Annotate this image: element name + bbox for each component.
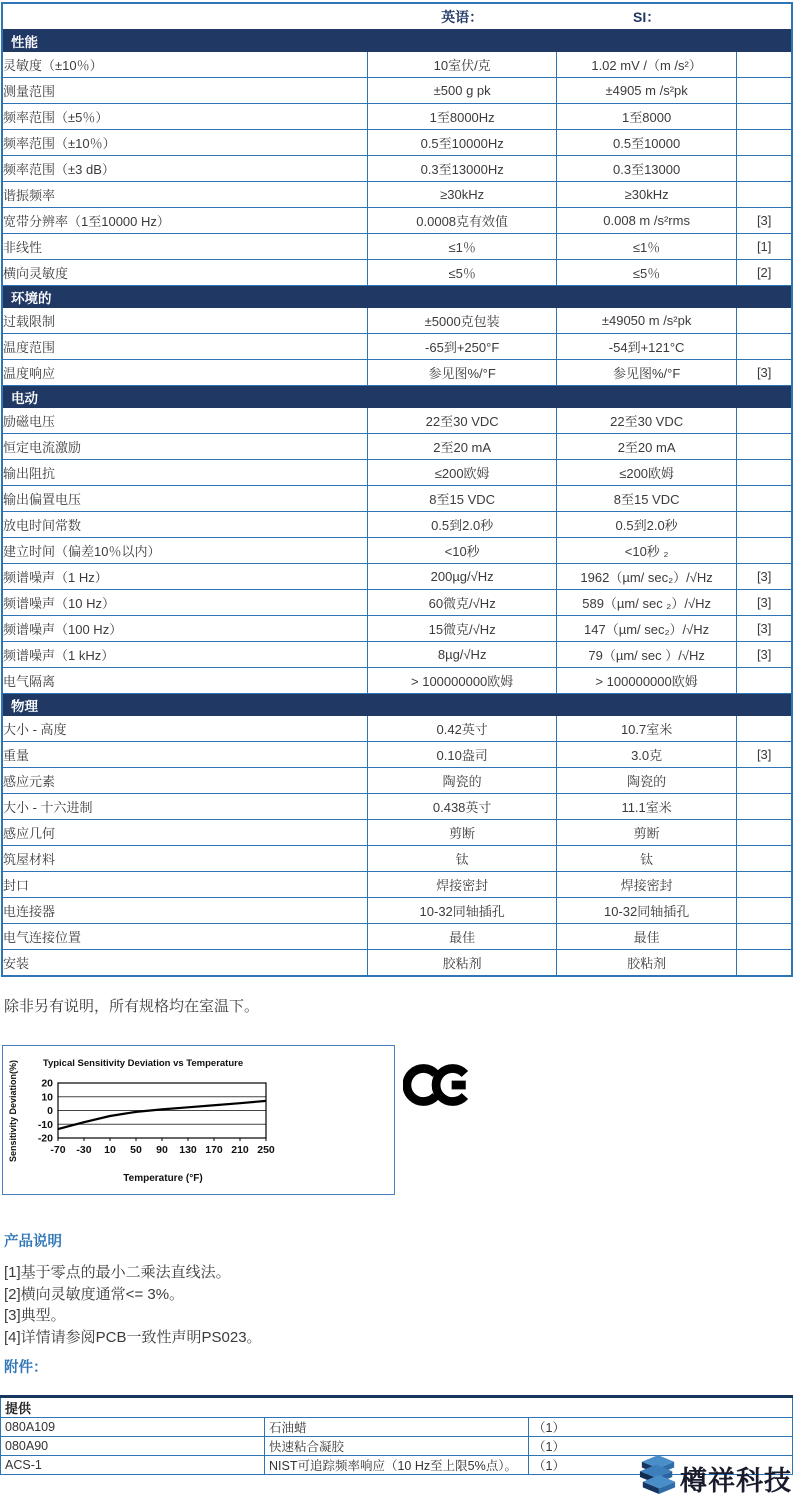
spec-footnote-ref <box>737 794 792 820</box>
spec-row <box>2 872 792 898</box>
spec-value-si: ≤200欧姆 <box>556 460 736 486</box>
spec-row <box>2 616 792 642</box>
spec-footnote-ref <box>737 78 792 104</box>
spec-value-si: ≤1％ <box>556 234 736 260</box>
accessory-description: NIST可追踪频率响应（10 Hz至上限5%点）。 <box>265 1456 529 1475</box>
spec-value-si: 79（µm/ sec ）/√Hz <box>556 642 736 668</box>
spec-label: 宽带分辨率（1至10000 Hz） <box>2 208 368 234</box>
spec-row <box>2 434 792 460</box>
spec-label: 横向灵敏度 <box>2 260 368 286</box>
spec-row <box>2 52 792 78</box>
header-english-column: 英语： <box>368 3 556 30</box>
spec-value-si: 钛 <box>556 846 736 872</box>
spec-value-si: <10秒 ₂ <box>556 538 736 564</box>
spec-value-english: 0.42英寸 <box>368 716 556 742</box>
spec-footnote-ref <box>737 156 792 182</box>
spec-label: 非线性 <box>2 234 368 260</box>
spec-row <box>2 360 792 386</box>
spec-footnote-ref: [3] <box>737 360 792 386</box>
spec-value-english: 陶瓷的 <box>368 768 556 794</box>
spec-row <box>2 590 792 616</box>
spec-footnote-ref <box>737 668 792 694</box>
spec-value-english: ≤1％ <box>368 234 556 260</box>
product-notes-list <box>4 1262 262 1348</box>
section-header: 环境的 <box>2 286 792 308</box>
chart-xtick: -70 <box>50 1144 66 1156</box>
chart-xtick: 210 <box>231 1144 249 1156</box>
sensitivity-chart <box>2 1045 395 1195</box>
spec-footnote-ref <box>737 308 792 334</box>
brand-logo-text: 樽祥科技 <box>680 1466 792 1496</box>
spec-value-si: ≤5％ <box>556 260 736 286</box>
spec-value-si: 22至30 VDC <box>556 408 736 434</box>
spec-value-si: 8至15 VDC <box>556 486 736 512</box>
spec-row <box>2 408 792 434</box>
spec-value-english: 剪断 <box>368 820 556 846</box>
spec-value-english: <10秒 <box>368 538 556 564</box>
spec-row <box>2 182 792 208</box>
spec-label: 感应元素 <box>2 768 368 794</box>
spec-footnote-ref <box>737 408 792 434</box>
spec-value-si: 最佳 <box>556 924 736 950</box>
spec-footnote-ref: [3] <box>737 564 792 590</box>
spec-value-si: 剪断 <box>556 820 736 846</box>
spec-footnote-ref <box>737 538 792 564</box>
spec-row <box>2 820 792 846</box>
chart-xtick: 10 <box>104 1144 116 1156</box>
spec-row <box>2 512 792 538</box>
spec-value-si: 11.1室米 <box>556 794 736 820</box>
spec-value-si: ±4905 m /s²pk <box>556 78 736 104</box>
spec-footnote-ref <box>737 820 792 846</box>
spec-value-si: 147（µm/ sec₂）/√Hz <box>556 616 736 642</box>
spec-value-english: ≥30kHz <box>368 182 556 208</box>
spec-label: 频谱噪声（1 kHz） <box>2 642 368 668</box>
chart-series-line <box>58 1101 266 1129</box>
ce-mark-icon <box>403 1061 475 1114</box>
section-header-row <box>2 30 792 52</box>
brand-logo-icon <box>639 1453 677 1504</box>
spec-row <box>2 130 792 156</box>
brand-logo <box>639 1453 792 1504</box>
spec-row <box>2 208 792 234</box>
spec-value-si: 3.0克 <box>556 742 736 768</box>
spec-value-si: 0.008 m /s²rms <box>556 208 736 234</box>
product-notes <box>4 1230 262 1348</box>
spec-footnote-ref: [1] <box>737 234 792 260</box>
chart-xtick: -30 <box>76 1144 92 1156</box>
chart-xtick: 50 <box>130 1144 142 1156</box>
spec-row <box>2 308 792 334</box>
accessory-part-number: ACS-1 <box>1 1456 265 1475</box>
spec-value-si: > 100000000欧姆 <box>556 668 736 694</box>
spec-footnote-ref <box>737 486 792 512</box>
chart-title: Typical Sensitivity Deviation vs Temperature <box>42 1058 244 1069</box>
spec-value-english: 0.438英寸 <box>368 794 556 820</box>
spec-label: 频率范围（±3 dB） <box>2 156 368 182</box>
spec-value-si: ±49050 m /s²pk <box>556 308 736 334</box>
spec-footnote-ref <box>737 898 792 924</box>
spec-value-english: 0.3至13000Hz <box>368 156 556 182</box>
spec-value-english: ≤5％ <box>368 260 556 286</box>
spec-value-si: 胶粘剂 <box>556 950 736 977</box>
spec-value-si: 1962（µm/ sec₂）/√Hz <box>556 564 736 590</box>
spec-row <box>2 156 792 182</box>
spec-footnote-ref <box>737 104 792 130</box>
spec-value-english: 10-32同轴插孔 <box>368 898 556 924</box>
spec-value-si: 参见图%/°F <box>556 360 736 386</box>
spec-row <box>2 898 792 924</box>
spec-row <box>2 924 792 950</box>
spec-label: 电气隔离 <box>2 668 368 694</box>
section-header-row <box>2 286 792 308</box>
spec-label: 安装 <box>2 950 368 977</box>
product-note-item: [4]详情请参阅PCB一致性声明PS023。 <box>4 1328 262 1346</box>
spec-footnote-ref <box>737 872 792 898</box>
spec-value-english: ≤200欧姆 <box>368 460 556 486</box>
chart-xtick: 250 <box>257 1144 275 1156</box>
spec-value-si: -54到+121°C <box>556 334 736 360</box>
spec-label: 放电时间常数 <box>2 512 368 538</box>
spec-value-english: ±5000克包装 <box>368 308 556 334</box>
chart-ytick: 20 <box>41 1077 53 1090</box>
spec-row <box>2 460 792 486</box>
spec-value-si: 陶瓷的 <box>556 768 736 794</box>
spec-row <box>2 486 792 512</box>
spec-label: 电气连接位置 <box>2 924 368 950</box>
spec-footnote-ref <box>737 52 792 78</box>
spec-footnote-ref <box>737 846 792 872</box>
spec-value-english: 22至30 VDC <box>368 408 556 434</box>
product-notes-title: 产品说明 <box>4 1234 62 1250</box>
spec-footnote-ref: [3] <box>737 616 792 642</box>
spec-footnote-ref: [3] <box>737 590 792 616</box>
section-header-row <box>2 694 792 716</box>
accessory-description: 快速粘合凝胶 <box>265 1437 529 1456</box>
header-note-column <box>737 3 792 30</box>
accessory-quantity: （1） <box>529 1456 793 1475</box>
section-header: 电动 <box>2 386 792 408</box>
spec-footnote-ref <box>737 460 792 486</box>
spec-value-si: ≥30kHz <box>556 182 736 208</box>
chart-ytick: 0 <box>47 1105 53 1117</box>
spec-row <box>2 768 792 794</box>
spec-label: 感应几何 <box>2 820 368 846</box>
spec-value-english: 0.0008克有效值 <box>368 208 556 234</box>
spec-label: 励磁电压 <box>2 408 368 434</box>
spec-row <box>2 78 792 104</box>
spec-value-english: 0.5至10000Hz <box>368 130 556 156</box>
spec-value-si: 0.5到2.0秒 <box>556 512 736 538</box>
spec-value-english: 胶粘剂 <box>368 950 556 977</box>
spec-row <box>2 846 792 872</box>
spec-table <box>1 2 793 977</box>
spec-footnote-ref <box>737 182 792 208</box>
spec-footnote-ref <box>737 512 792 538</box>
header-si-column: SI： <box>556 3 736 30</box>
spec-row <box>2 104 792 130</box>
spec-value-si: 1.02 mV /（m /s²） <box>556 52 736 78</box>
product-note-item: [2]横向灵敏度通常<= 3%。 <box>4 1285 185 1303</box>
spec-label: 温度响应 <box>2 360 368 386</box>
chart-xlabel: Temperature (°F) <box>123 1173 203 1184</box>
accessory-quantity: （1） <box>529 1418 793 1437</box>
spec-value-english: 1至8000Hz <box>368 104 556 130</box>
spec-label: 频谱噪声（1 Hz） <box>2 564 368 590</box>
spec-value-english: 15微克/√Hz <box>368 616 556 642</box>
product-note-item: [1]基于零点的最小二乘法直线法。 <box>4 1264 231 1281</box>
spec-row <box>2 716 792 742</box>
spec-value-english: 200µg/√Hz <box>368 564 556 590</box>
spec-row <box>2 742 792 768</box>
spec-label: 频谱噪声（100 Hz） <box>2 616 368 642</box>
spec-label: 筑屋材料 <box>2 846 368 872</box>
accessory-part-number: 080A109 <box>1 1418 265 1437</box>
spec-value-english: 2至20 mA <box>368 434 556 460</box>
spec-label: 大小 - 十六进制 <box>2 794 368 820</box>
accessory-row <box>1 1418 793 1437</box>
spec-value-english: 60微克/√Hz <box>368 590 556 616</box>
spec-footnote-ref: [3] <box>737 742 792 768</box>
spec-value-si: 10-32同轴插孔 <box>556 898 736 924</box>
spec-value-english: 8µg/√Hz <box>368 642 556 668</box>
spec-row <box>2 794 792 820</box>
spec-label: 测量范围 <box>2 78 368 104</box>
spec-value-si: 10.7室米 <box>556 716 736 742</box>
chart-ytick: 10 <box>41 1091 53 1104</box>
accessories-group-row <box>1 1397 793 1418</box>
spec-value-english: -65到+250°F <box>368 334 556 360</box>
chart-ytick: -10 <box>37 1118 53 1131</box>
spec-label: 频率范围（±5％） <box>2 104 368 130</box>
spec-row <box>2 950 792 977</box>
accessory-part-number: 080A90 <box>1 1437 265 1456</box>
section-header: 性能 <box>2 30 792 52</box>
chart-ylabel: Sensitivity Deviation(%) <box>8 1059 18 1163</box>
spec-footnote-ref <box>737 768 792 794</box>
spec-value-english: 0.5到2.0秒 <box>368 512 556 538</box>
spec-row <box>2 668 792 694</box>
spec-label: 温度范围 <box>2 334 368 360</box>
spec-label: 频谱噪声（10 Hz） <box>2 590 368 616</box>
spec-footnote-ref <box>737 334 792 360</box>
chart-xtick: 130 <box>179 1144 197 1156</box>
spec-footnote-ref: [3] <box>737 642 792 668</box>
spec-table-header-row <box>2 3 792 30</box>
spec-footnote-ref <box>737 950 792 977</box>
spec-value-english: 8至15 VDC <box>368 486 556 512</box>
spec-label: 电连接器 <box>2 898 368 924</box>
spec-label: 过载限制 <box>2 308 368 334</box>
spec-label: 输出阻抗 <box>2 460 368 486</box>
chart-xtick: 90 <box>156 1144 168 1156</box>
spec-row <box>2 564 792 590</box>
spec-label: 封口 <box>2 872 368 898</box>
spec-row <box>2 234 792 260</box>
accessories-group-header: 提供 <box>1 1397 793 1418</box>
spec-row <box>2 538 792 564</box>
spec-value-english: 参见图%/°F <box>368 360 556 386</box>
spec-label: 频率范围（±10％） <box>2 130 368 156</box>
section-header: 物理 <box>2 694 792 716</box>
spec-value-english: 0.10盎司 <box>368 742 556 768</box>
spec-row <box>2 334 792 360</box>
spec-footnote-ref <box>737 924 792 950</box>
spec-label: 建立时间（偏差10％以内） <box>2 538 368 564</box>
spec-row <box>2 260 792 286</box>
spec-row <box>2 642 792 668</box>
spec-value-si: 0.3至13000 <box>556 156 736 182</box>
spec-label: 谐振频率 <box>2 182 368 208</box>
spec-label: 重量 <box>2 742 368 768</box>
header-empty-cell <box>2 3 368 30</box>
spec-label: 恒定电流激励 <box>2 434 368 460</box>
spec-value-english: > 100000000欧姆 <box>368 668 556 694</box>
spec-label: 大小 - 高度 <box>2 716 368 742</box>
spec-footnote-ref <box>737 434 792 460</box>
sensitivity-chart-svg <box>3 1046 392 1192</box>
spec-footnote-ref: [3] <box>737 208 792 234</box>
chart-ytick: -20 <box>37 1132 53 1145</box>
accessory-quantity: （1） <box>529 1437 793 1456</box>
accessories-title: 附件： <box>4 1360 48 1376</box>
spec-value-english: 钛 <box>368 846 556 872</box>
spec-value-si: 0.5至10000 <box>556 130 736 156</box>
spec-value-si: 2至20 mA <box>556 434 736 460</box>
spec-footnote-ref: [2] <box>737 260 792 286</box>
spec-label: 灵敏度（±10％） <box>2 52 368 78</box>
spec-footnote-ref <box>737 130 792 156</box>
spec-value-si: 589（µm/ sec ₂）/√Hz <box>556 590 736 616</box>
spec-value-english: 焊接密封 <box>368 872 556 898</box>
chart-xtick: 170 <box>205 1144 223 1156</box>
accessory-description: 石油蜡 <box>265 1418 529 1437</box>
spec-label: 输出偏置电压 <box>2 486 368 512</box>
spec-value-english: 10室伏/克 <box>368 52 556 78</box>
product-note-item: [3]典型。 <box>4 1307 66 1324</box>
spec-footnote-ref <box>737 716 792 742</box>
spec-value-si: 焊接密封 <box>556 872 736 898</box>
spec-value-english: 最佳 <box>368 924 556 950</box>
spec-value-english: ±500 g pk <box>368 78 556 104</box>
spec-value-si: 1至8000 <box>556 104 736 130</box>
section-header-row <box>2 386 792 408</box>
room-temperature-note: 除非另有说明，所有规格均在室温下。 <box>4 998 260 1015</box>
